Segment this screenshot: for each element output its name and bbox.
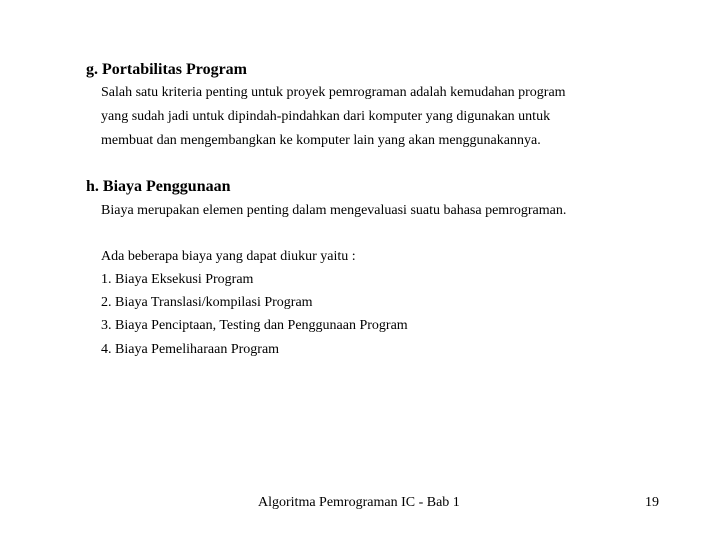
section-g-heading: g. Portabilitas Program — [86, 61, 248, 78]
footer-title: Algoritma Pemrograman IC - Bab 1 — [258, 495, 460, 510]
cost-list-item: 2. Biaya Translasi/kompilasi Program — [101, 295, 313, 310]
cost-list-item: 4. Biaya Pemeliharaan Program — [101, 342, 280, 357]
page-number: 19 — [645, 495, 659, 510]
section-g-line: Salah satu kriteria penting untuk proyek pemrograman adalah kemudahan program — [101, 85, 566, 100]
section-g-line: membuat dan mengembangkan ke komputer lain yang akan menggunakannya. — [101, 133, 541, 148]
section-h-intro: Biaya merupakan elemen penting dalam mengevaluasi suatu bahasa pemrograman. — [101, 203, 567, 218]
section-g-line: yang sudah jadi untuk dipindah-pindahkan dari komputer yang digunakan untuk — [101, 109, 551, 124]
cost-list-item: 1. Biaya Eksekusi Program — [101, 272, 254, 287]
cost-list-item: 3. Biaya Penciptaan, Testing dan Penggunaan Program — [101, 318, 408, 333]
section-h-heading: h. Biaya Penggunaan — [86, 178, 231, 195]
section-h-list-intro: Ada beberapa biaya yang dapat diukur yaitu : — [101, 249, 356, 264]
